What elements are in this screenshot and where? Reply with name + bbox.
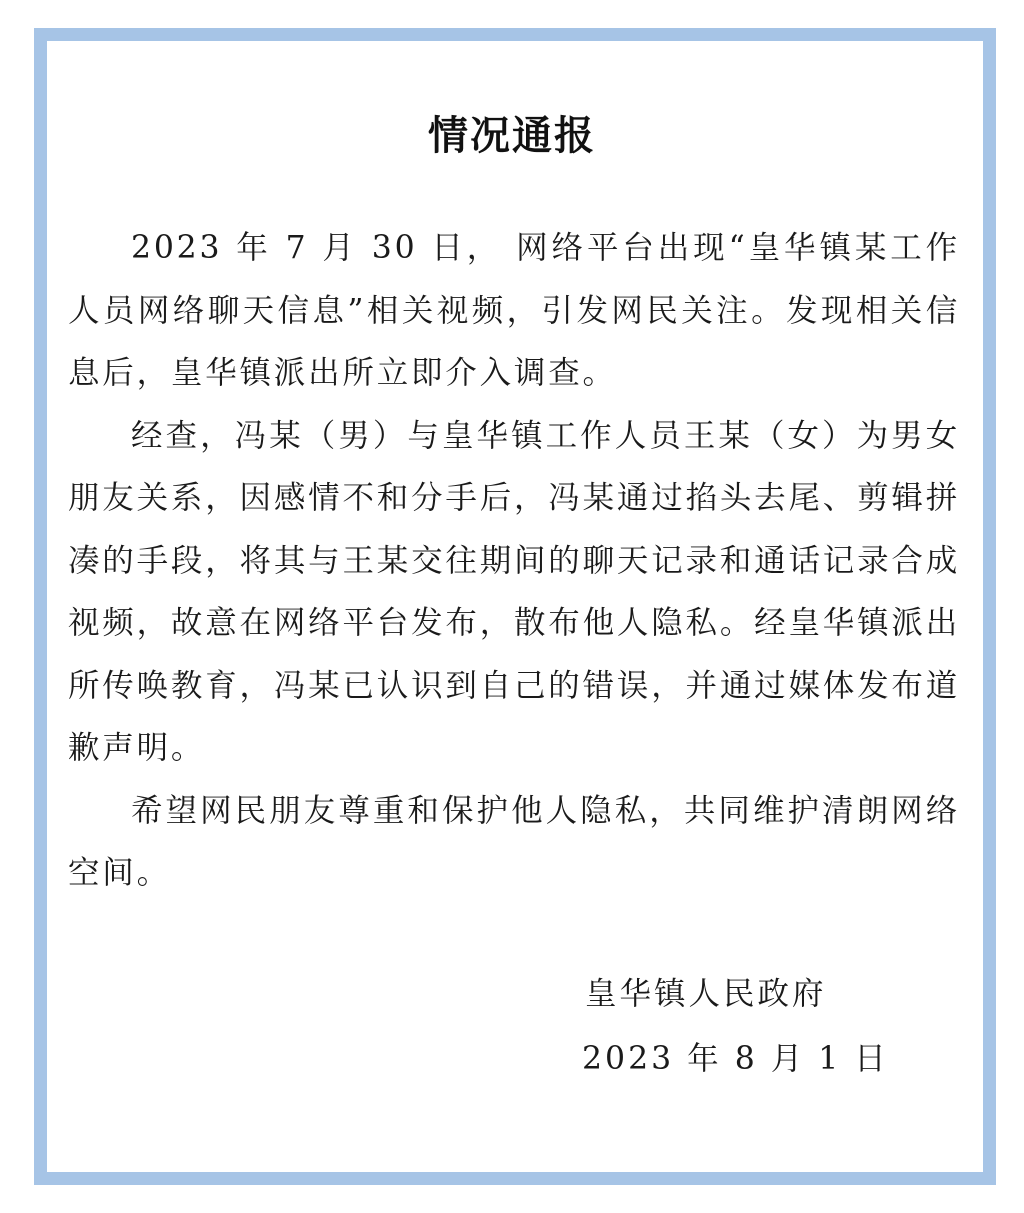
document-body (68, 217, 960, 905)
signature-organization: 皇华镇人民政府 (585, 976, 827, 1012)
document-title: 情况通报 (428, 113, 596, 159)
paragraph-investigation: 经查，冯某（男）与皇华镇工作人员王某（女）为男女朋友关系，因感情不和分手后，冯某通过掐头去尾、剪辑拼凑的手段，将其与王某交往期间的聊天记录和通话记录合成视频，故意在网络平台发布，散布他人隐私。经皇华镇派出所传唤教育，冯某已认识到自己的错误，并通过媒体发布道歉声明。 (68, 417, 960, 766)
signature-date: 2023 年 8 月 1 日 (582, 1041, 889, 1077)
paragraph-incident: 2023 年 7 月 30 日， 网络平台出现“皇华镇某工作人员网络聊天信息”相关视频，引发网民关注。发现相关信息后，皇华镇派出所立即介入调查。 (68, 230, 960, 391)
paragraph-appeal: 希望网民朋友尊重和保护他人隐私，共同维护清朗网络空间。 (68, 792, 960, 891)
